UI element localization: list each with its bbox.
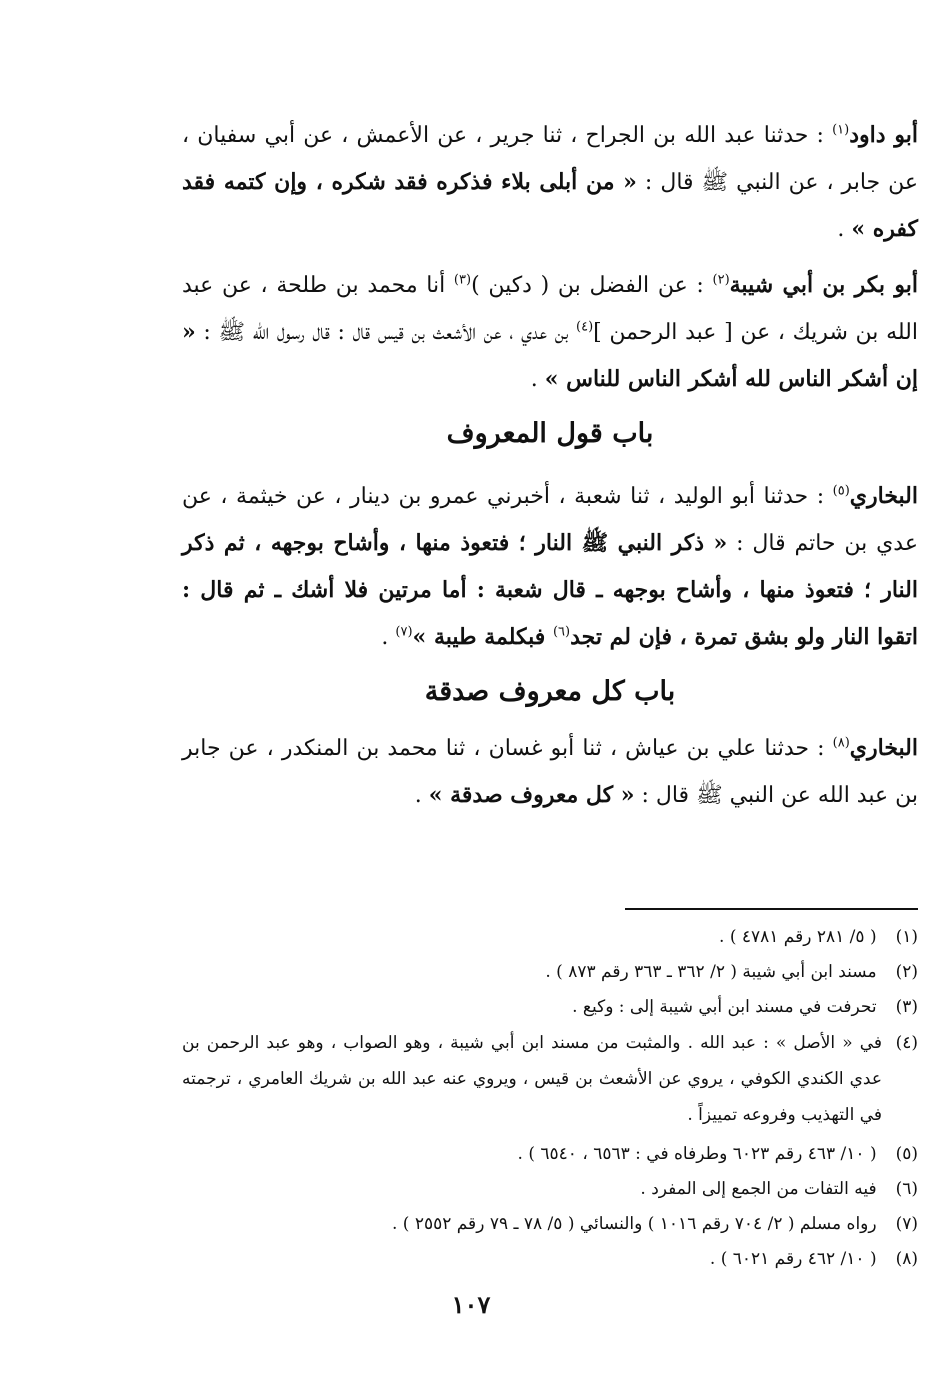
narrator-name: البخاري [849,735,918,761]
footnote-text: في « الأصل » : عبد الله . والمثبت من مسند ابن أبي شيبة ، وهو الصواب ، وهو عبد الرحمن بن عدي الكندي الكوفي ، يروي عن الأشعث بن قيس ، ويروي عنه عبد الله بن شريك العامري ، ترجمته في التهذيب وفروعه تمييزاً . [182,1033,882,1125]
footnote-number: (٧) [895,1214,918,1234]
page-number: ١٠٧ [451,1290,491,1319]
hadith-text: « إن أشكر الناس لله أشكر الناس للناس » [182,319,918,392]
footnote-number: (٣) [895,997,918,1017]
narrator-name: البخاري [849,483,918,509]
chapter-heading: باب قول المعروف [446,418,654,449]
chapter-heading: باب كل معروف صدقة [424,676,676,707]
punct: . [837,217,852,242]
footnote-ref: (٥) [832,483,850,499]
footnote-text: رواه مسلم ( ٢/ ٧٠٤ رقم ١٠١٦ ) والنسائي ( ٥/ ٧٨ ـ ٧٩ رقم ٢٥٥٢ ) . [391,1214,877,1234]
footnote-number: (٢) [895,962,918,982]
footnote [182,990,918,1024]
isnad-text: : حدثنا عبد الله بن الجراح ، ثنا جرير ، عن الأعمش ، عن أبي سفيان ، عن جابر ، عن النبي ﷺ قال : [182,123,919,195]
footnote-number: (٥) [895,1144,918,1164]
footnote-number: (١) [895,927,918,947]
footnote-ref: (٢) [712,272,730,288]
punct: . [381,625,396,650]
footnote [182,920,918,954]
hadith-text: « كل معروف صدقة » [428,782,635,808]
footnote-text: ( ٥/ ٢٨١ رقم ٤٧٨١ ) . [719,927,877,947]
isnad-text: : عن الفضل بن ( دكين ) [471,273,713,298]
hadith-text: « من أبلى بلاء فذكره فقد شكره ، وإن كتمه فقد كفره » [182,169,918,242]
footnote [182,1207,918,1241]
hadith-paragraph-bukhari-2 [182,725,918,819]
footnote-ref: (٦) [552,624,571,640]
isnad-text: أنا محمد بن طلحة ، عن عبد الله بن شريك ، عن [ عبد الرحمن ] [182,273,918,345]
isnad-text: بن عدي ، عن الأشعث بن قيس قال : قال رسول الله ﷺ : [195,320,576,345]
footnote [182,1172,918,1206]
footnote-ref: (٣) [453,272,472,288]
isnad-text: : حدثنا أبو الوليد ، ثنا شعبة ، أخبرني عمرو بن دينار ، عن خيثمة ، عن عدي بن حاتم قال : [182,484,918,556]
hadith-text: فبكلمة طيبة » [412,624,553,650]
punct: . [530,367,545,392]
footnote [182,1025,918,1133]
footnote-text: ( ١٠/ ٤٦٢ رقم ٦٠٢١ ) . [709,1249,877,1269]
punct: . [414,783,429,808]
footnote [182,1137,918,1171]
hadith-paragraph-ibn-abi-shaybah [182,262,918,403]
footnote-ref: (١) [832,122,850,138]
footnote-number: (٨) [895,1249,918,1269]
footnote-number: (٦) [895,1179,918,1199]
hadith-text: « ذكر النبي ﷺ النار ؛ فتعوذ منها ، وأشاح بوجهه ، ثم ذكر النار ؛ فتعوذ منها ، وأشاح بوجهه ـ قال شعبة : أما مرتين فلا أشك ـ ثم قال : اتقوا النار ولو بشق تمرة ، فإن لم تجد [182,530,918,650]
footnote-ref: (٧) [395,624,413,640]
footnote-separator [625,908,918,910]
hadith-paragraph-abu-dawud [182,112,918,253]
isnad-text: : حدثنا علي بن عياش ، ثنا أبو غسان ، ثنا محمد بن المنكدر ، عن جابر بن عبد الله عن النبي ﷺ قال : [182,736,918,808]
footnote [182,955,918,989]
hadith-paragraph-bukhari-1 [182,473,918,661]
narrator-name: أبو داود [849,122,918,148]
footnote-ref: (٨) [832,735,850,751]
footnote [182,1242,918,1276]
footnote-text: ( ١٠/ ٤٦٣ رقم ٦٠٢٣ وطرفاه في : ٦٥٦٣ ، ٦٥٤٠ ) . [517,1144,877,1164]
footnote-text: تحرفت في مسند ابن أبي شيبة إلى : وكيع . [572,997,877,1017]
narrator-name: أبو بكر بن أبي شيبة [729,272,918,298]
footnote-ref: (٤) [576,319,594,335]
footnote-number: (٤) [895,1033,918,1053]
footnote-text: مسند ابن أبي شيبة ( ٢/ ٣٦٢ ـ ٣٦٣ رقم ٨٧٣ ) . [545,962,877,982]
footnote-text: فيه التفات من الجمع إلى المفرد . [640,1179,877,1199]
